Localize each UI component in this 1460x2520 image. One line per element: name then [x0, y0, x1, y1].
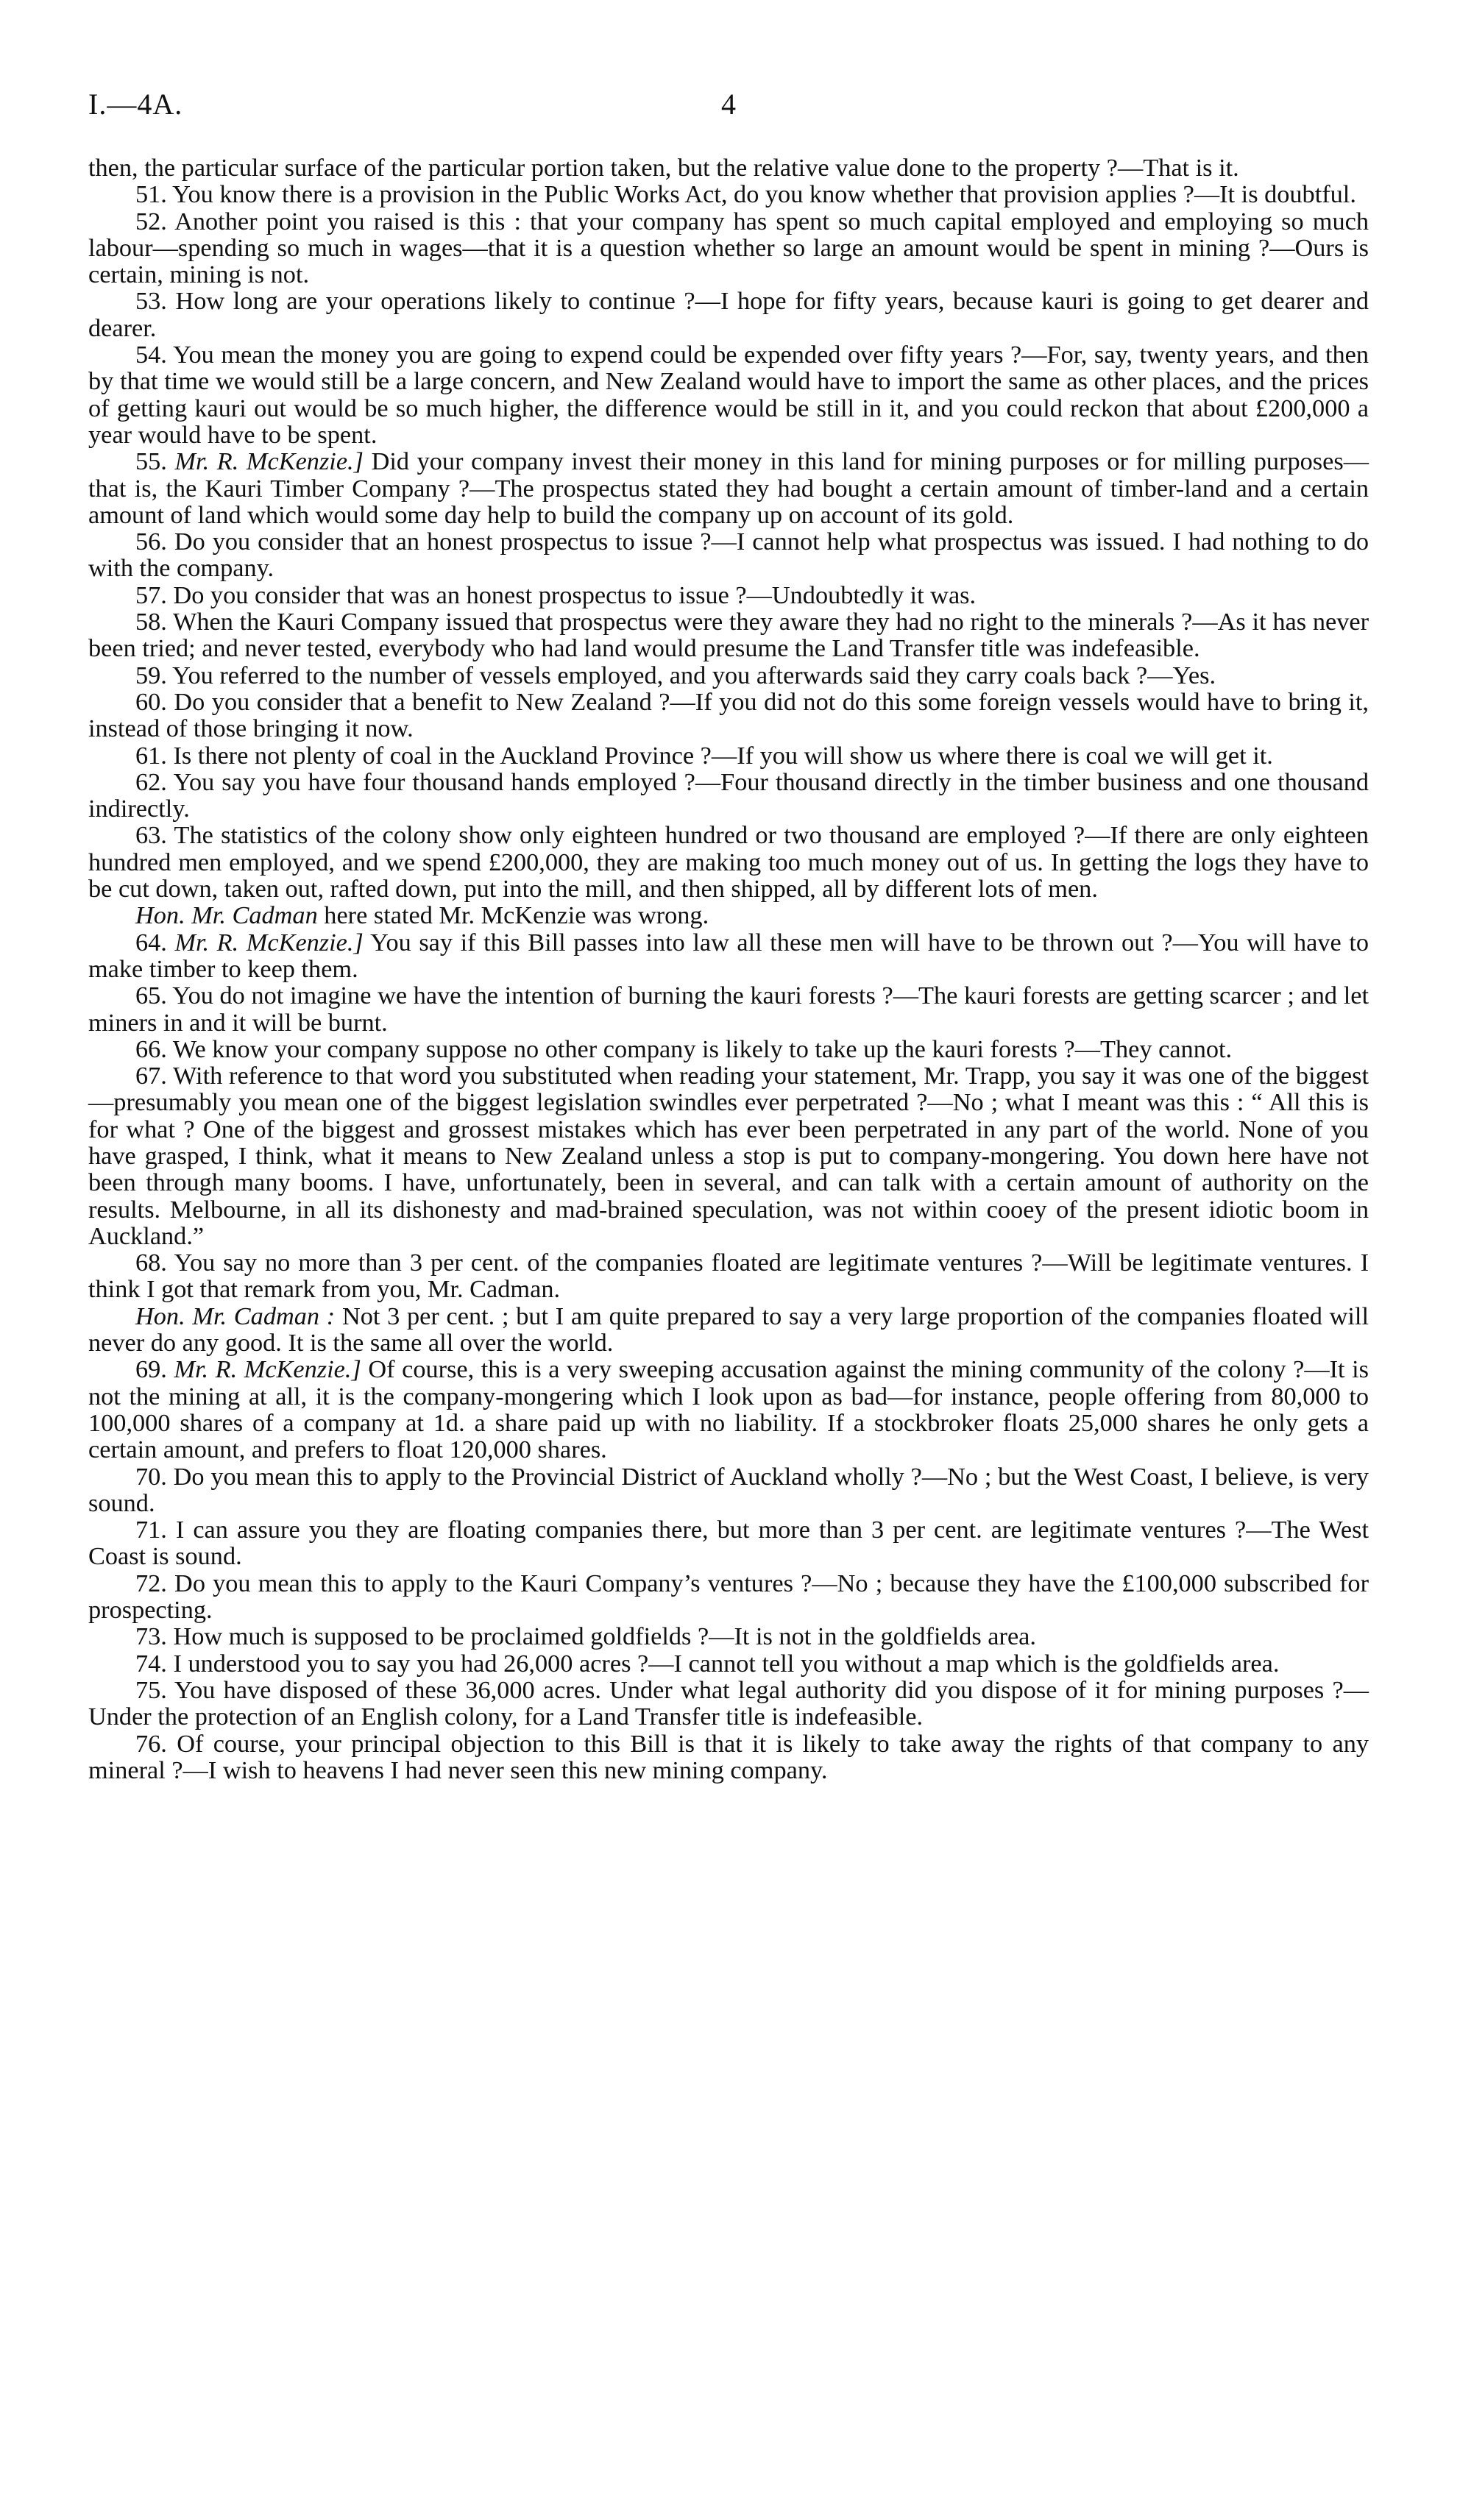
speaker-name: Mr. R. McKenzie.] — [174, 447, 364, 476]
page-header — [88, 87, 1369, 131]
paragraph: 53. How long are your operations likely to continue ?—I hope for fifty years, because kauri is going to get dearer and dearer. — [88, 287, 1369, 342]
page-number: 4 — [721, 88, 736, 121]
paragraph: 76. Of course, your principal objection to this Bill is that it is likely to take away the rights of that company to any mineral ?—I wish to heavens I had never seen this new mining company. — [88, 1729, 1369, 1784]
paragraph: 55. Mr. R. McKenzie.] Did your company invest their money in this land for mining purposes or for milling purposes—that is, the Kauri Timber Company ?—The prospectus stated they had bought a certain amount of timber-land and a certain amount of land which would some day help to build the company up on account of its gold. — [88, 447, 1369, 529]
paragraph: 56. Do you consider that an honest prospectus to issue ?—I cannot help what prospectus was issued. I had nothing to do with the company. — [88, 528, 1369, 583]
paragraph: 64. Mr. R. McKenzie.] You say if this Bill passes into law all these men will have to be thrown out ?—You will have to make timber to keep them. — [88, 928, 1369, 983]
paragraph: 58. When the Kauri Company issued that prospectus were they aware they had no right to the minerals ?—As it has never been tried; and never tested, everybody who had land would presume the Land Transfer title was indefeasible. — [88, 608, 1369, 663]
paragraph: 71. I can assure you they are floating companies there, but more than 3 per cent. are legitimate ventures ?—The West Coast is sound. — [88, 1516, 1369, 1571]
paragraph: 52. Another point you raised is this : that your company has spent so much capital employed and employing so much labour—spending so much in wages—that it is a question whether so large an amount would be spent in mining ?—Ours is certain, mining is not. — [88, 207, 1369, 289]
speaker-name: Mr. R. McKenzie.] — [174, 928, 364, 956]
paragraph: 75. You have disposed of these 36,000 acres. Under what legal authority did you dispose of it for mining purposes ?—Under the protection of an English colony, for a Land Transfer title is indefeasible. — [88, 1675, 1369, 1731]
paragraph: 65. You do not imagine we have the intention of burning the kauri forests ?—The kauri forests are getting scarcer ; and let miners in and it will be burnt. — [88, 982, 1369, 1037]
paragraph: 66. We know your company suppose no other company is likely to take up the kauri forests ?—They cannot. — [135, 1034, 1233, 1063]
paragraph: 63. The statistics of the colony show only eighteen hundred or two thousand are employed ?—If there are only eighteen hundred men employed, and we spend £200,000, they are making too much money out of us. In getting the logs they have to be cut down, taken out, rafted down, put into the mill, and then shipped, all by different lots of men. — [88, 821, 1369, 904]
document-reference: I.—4A. — [88, 88, 183, 121]
paragraph: Hon. Mr. Cadman : Not 3 per cent. ; but I am quite prepared to say a very large proportion of the companies floated will never do any good. It is the same all over the world. — [88, 1302, 1369, 1357]
paragraph: 69. Mr. R. McKenzie.] Of course, this is a very sweeping accusation against the mining community of the colony ?—It is not the mining at all, it is the company-mongering which I look upon as bad—for instance, people offering from 80,000 to 100,000 shares of a company at 1d. a share paid up with no liability. If a stockbroker floats 25,000 shares he only gets a certain amount, and prefers to float 120,000 shares. — [88, 1355, 1369, 1464]
paragraph: 57. Do you consider that was an honest prospectus to issue ?—Undoubtedly it was. — [135, 581, 977, 609]
paragraph: Hon. Mr. Cadman here stated Mr. McKenzie was wrong. — [135, 901, 709, 930]
paragraph: 59. You referred to the number of vessels employed, and you afterwards said they carry coals back ?—Yes. — [135, 661, 1216, 689]
page-body — [88, 155, 1369, 1783]
paragraph: 54. You mean the money you are going to expend could be expended over fifty years ?—For, say, twenty years, and then by that time we would still be a large concern, and New Zealand would have to import the same as other places, and the prices of getting kauri out would be so much higher, the difference would be still in it, and you could reckon that about £200,000 a year would have to be spent. — [88, 341, 1369, 449]
paragraph: 70. Do you mean this to apply to the Provincial District of Auckland wholly ?—No ; but the West Coast, I believe, is very sound. — [88, 1462, 1369, 1517]
speaker-name: Mr. R. McKenzie.] — [174, 1355, 361, 1384]
paragraph: 62. You say you have four thousand hands employed ?—Four thousand directly in the timber business and one thousand indirectly. — [88, 767, 1369, 823]
paragraph: 60. Do you consider that a benefit to New Zealand ?—If you did not do this some foreign vessels would have to bring it, instead of those bringing it now. — [88, 687, 1369, 743]
paragraph: 51. You know there is a provision in the Public Works Act, do you know whether that provision applies ?—It is doubtful. — [135, 180, 1356, 209]
speaker-name: Hon. Mr. Cadman — [135, 901, 318, 930]
paragraph: 67. With reference to that word you substituted when reading your statement, Mr. Trapp, you say it was one of the biggest—presumably you mean one of the biggest legislation swindles ever perpetrated ?—No ; what I meant was this : “ All this is for what ? One of the biggest and grossest mistakes which has ever been perpetrated in any part of the world. None of you have grasped, I think, what it means to New Zealand unless a stop is put to company-mongering. You down here have not been through many booms. I have, unfortunately, been in several, and can talk with a certain amount of authority on the results. Melbourne, in all its dishonesty and mad-brained speculation, was not within cooey of the present idiotic boom in Auckland.” — [88, 1062, 1369, 1250]
paragraph: 72. Do you mean this to apply to the Kauri Company’s ventures ?—No ; because they have the £100,000 subscribed for prospecting. — [88, 1569, 1369, 1625]
paragraph: 73. How much is supposed to be proclaimed goldfields ?—It is not in the goldfields area. — [135, 1622, 1036, 1651]
speaker-name: Hon. Mr. Cadman : — [135, 1302, 336, 1330]
paragraph: then, the particular surface of the particular portion taken, but the relative value done to the property ?—That is it. — [88, 154, 1239, 182]
paragraph: 68. You say no more than 3 per cent. of the companies floated are legitimate ventures ?—Will be legitimate ventures. I think I got that remark from you, Mr. Cadman. — [88, 1249, 1369, 1304]
paragraph: 61. Is there not plenty of coal in the Auckland Province ?—If you will show us where there is coal we will get it. — [135, 741, 1273, 770]
paragraph: 74. I understood you to say you had 26,000 acres ?—I cannot tell you without a map which is the goldfields area. — [135, 1649, 1280, 1678]
